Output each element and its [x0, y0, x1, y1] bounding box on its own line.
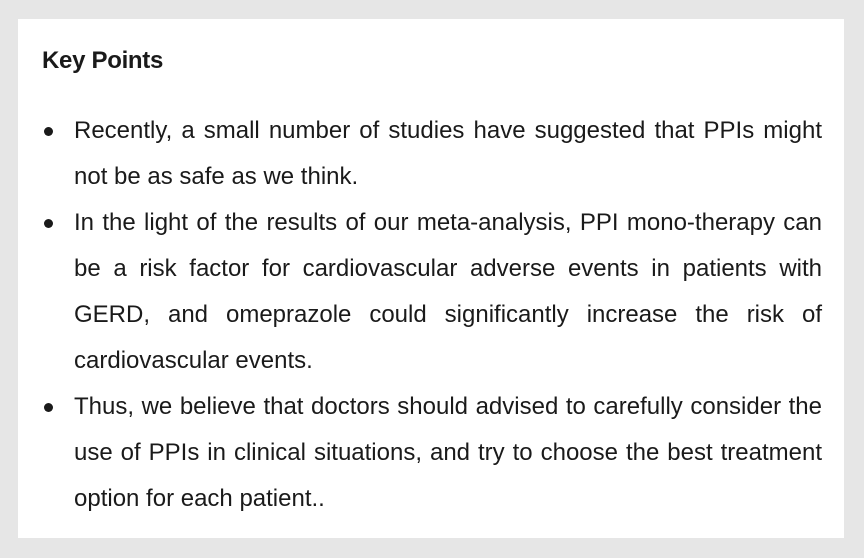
key-point-item: [42, 200, 822, 384]
key-point-item: [42, 108, 822, 200]
key-point-item: [42, 384, 822, 522]
key-point-text: Recently, a small number of studies have suggested that PPIs might not be as safe as we think.: [74, 117, 822, 190]
bullet-icon: [44, 219, 53, 228]
key-point-text: In the light of the results of our meta-analysis, PPI mono-therapy can be a risk factor for cardiovascular adverse events in patients with GERD, and omeprazole could significantly increase the risk of cardiovascular events.: [74, 209, 822, 374]
key-points-box: [18, 19, 844, 538]
key-points-title: Key Points: [42, 47, 164, 74]
bullet-icon: [44, 127, 53, 136]
key-point-text: Thus, we believe that doctors should advised to carefully consider the use of PPIs in clinical situations, and try to choose the best treatment option for each patient..: [74, 393, 822, 512]
key-points-list: [42, 108, 822, 522]
bullet-icon: [44, 403, 53, 412]
